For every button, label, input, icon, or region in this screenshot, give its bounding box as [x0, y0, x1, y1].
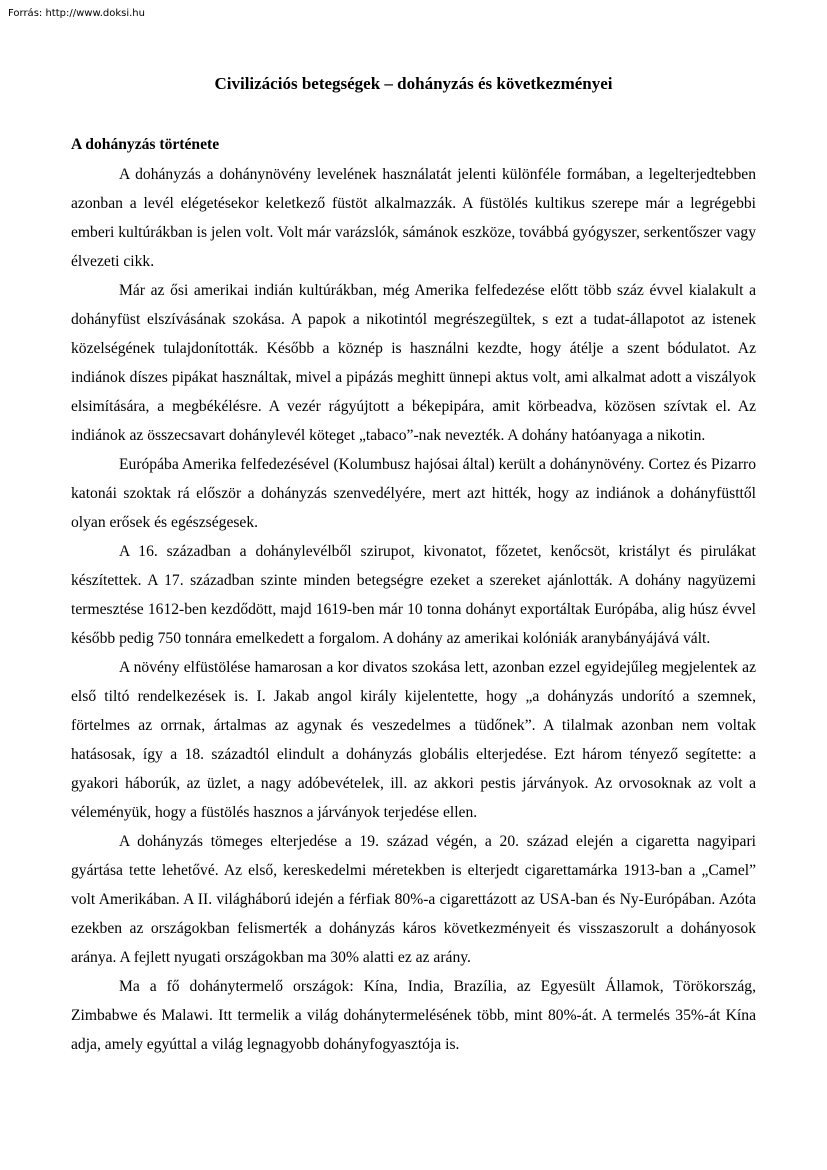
paragraph: Ma a fő dohánytermelő országok: Kína, India, Brazília, az Egyesült Államok, Törökország, Zimbabwe és Malawi. Itt termelik a világ dohánytermelésének több, mint 80%-át. A termelés 35%-át Kína adja, amely egyúttal a világ legnagyobb dohányfogyasztója is. — [71, 978, 756, 1053]
source-label: Forrás: http://www.doksi.hu — [8, 8, 145, 19]
paragraph: A 16. században a dohánylevélből szirupot, kivonatot, főzetet, kenőcsöt, kristályt és pirulákat készítettek. A 17. században szinte minden betegségre ezeket a szereket ajánlották. A dohány nagyüzemi termesztése 1612-ben kezdődött, majd 1619-ben már 10 tonna dohányt exportáltak Európába, alig húsz évvel később pedig 750 tonnára emelkedett a forgalom. A dohány az amerikai kolóniák aranybányájává vált. — [71, 543, 756, 647]
document-title: Civilizációs betegségek – dohányzás és következményei — [214, 74, 613, 93]
paragraph: A dohányzás tömeges elterjedése a 19. század végén, a 20. század elején a cigaretta nagyipari gyártása tette lehetővé. Az első, kereskedelmi méretekben is elterjedt cigarettamárka 1913-ban a „Camel” volt Amerikában. A II. világháború idején a férfiak 80%-a cigarettázott az USA-ban és Ny-Európában. Azóta ezekben az országokban felismerték a dohányzás káros következményeit és visszaszorult a dohányosok aránya. A fejlett nyugati országokban ma 30% alatti ez az arány. — [71, 833, 756, 966]
paragraph: Már az ősi amerikai indián kultúrákban, még Amerika felfedezése előtt több száz évvel kialakult a dohányfüst elszívásának szokása. A papok a nikotintól megrészegültek, s ezt a tudat-állapotot az istenek közelségének tulajdonították. Később a köznép is használni kezdte, hogy átélje a szent bódulatot. Az indiánok díszes pipákat használtak, mivel a pipázás meghitt ünnepi aktus volt, ami alkalmat adott a viszályok elsimítására, a megbékélésre. A vezér rágyújtott a békepipára, amit körbeadva, közösen szívtak el. Az indiánok az összecsavart dohánylevél köteget „tabaco”-nak nevezték. A dohány hatóanyaga a nikotin. — [71, 282, 756, 444]
paragraph: A növény elfüstölése hamarosan a kor divatos szokása lett, azonban ezzel egyidejűleg megjelentek az első tiltó rendelkezések is. I. Jakab angol király kijelentette, hogy „a dohányzás undorító a szemnek, förtelmes az orrnak, ártalmas az agynak és veszedelmes a tüdőnek”. A tilalmak azonban nem voltak hatásosak, így a 18. századtól elindult a dohányzás globális elterjedése. Ezt három tényező segítette: a gyakori háborúk, az üzlet, a nagy adóbevételek, ill. az akkori pestis járványok. Az orvosoknak az volt a véleményük, hogy a füstölés hasznos a járványok terjedése ellen. — [71, 659, 756, 821]
section-heading: A dohányzás története — [71, 136, 220, 153]
paragraph: A dohányzás a dohánynövény levelének használatát jelenti különféle formában, a legelterjedtebben azonban a levél elégetésekor keletkező füstöt alkalmazzák. A füstölés kultikus szerepe már a legrégebbi emberi kultúrákban is jelen volt. Volt már varázslók, sámánok eszköze, továbbá gyógyszer, serkentőszer vagy élvezeti cikk. — [71, 166, 756, 270]
body-text — [71, 160, 756, 1059]
paragraph: Európába Amerika felfedezésével (Kolumbusz hajósai által) került a dohánynövény. Cortez és Pizarro katonái szoktak rá először a dohányzás szenvedélyére, mert azt hitték, hogy az indiánok a dohányfüsttől olyan erősek és egészségesek. — [71, 456, 756, 531]
